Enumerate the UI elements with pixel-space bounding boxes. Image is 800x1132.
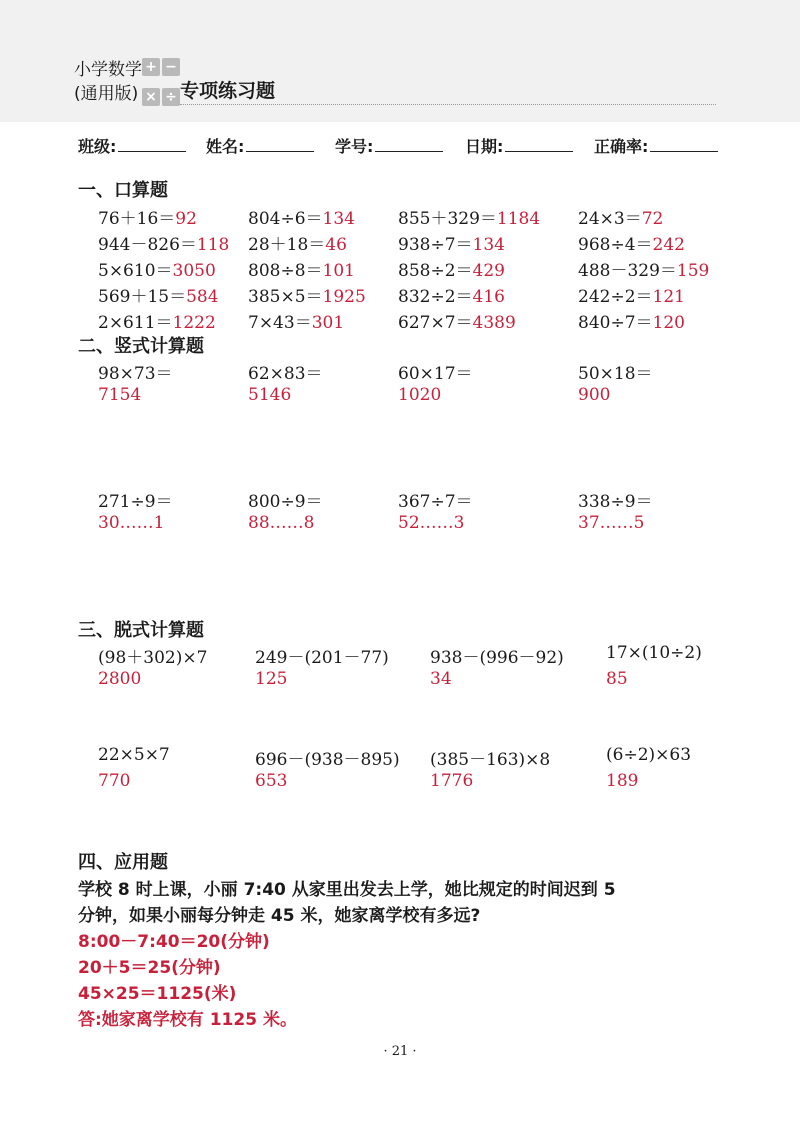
answer: 416 [472,287,505,307]
section2-title: 二、竖式计算题 [78,336,204,357]
page-title: 专项练习题 [180,80,276,102]
solution-step: 45×25＝1125(米) [78,984,237,1004]
answer: 118 [196,235,230,255]
field-number-label: 学号: [335,137,374,156]
oral-item: 627×7＝4389 [398,313,516,333]
minus-icon: − [162,58,180,76]
field-number [335,134,443,157]
stepwise-answer: 34 [430,669,452,689]
oral-item: 938÷7＝134 [398,235,505,255]
solution-answer: 答:她家离学校有 1125 米。 [78,1010,297,1030]
plus-icon: + [142,58,160,76]
vertical-answer: 1020 [398,385,442,405]
answer: 134 [472,235,505,255]
section4-title: 四、应用题 [78,852,168,873]
oral-item: 76＋16＝92 [98,209,197,229]
vertical-answer: 5146 [248,385,292,405]
vertical-question: 62×83＝ [248,364,323,384]
vertical-answer: 7154 [98,385,142,405]
answer: 584 [186,287,219,307]
stepwise-question: 22×5×7 [98,745,170,765]
answer: 134 [322,209,355,229]
vertical-answer: 52……3 [398,513,465,533]
brand-line1: 小学数学 [74,60,142,80]
oral-item: 804÷6＝134 [248,209,355,229]
oral-item: 968÷4＝242 [578,235,685,255]
stepwise-answer: 653 [255,771,288,791]
oral-item: 832÷2＝416 [398,287,505,307]
answer: 92 [175,209,197,229]
field-class [78,134,186,157]
oral-item: 808÷8＝101 [248,261,355,281]
divide-icon: ÷ [162,88,180,106]
answer: 3050 [172,261,216,281]
field-date [465,134,573,157]
oral-item: 5×610＝3050 [98,261,216,281]
answer: 242 [652,235,685,255]
answer: 159 [676,261,710,281]
vertical-question: 367÷7＝ [398,492,473,512]
brand-label [74,58,142,106]
vertical-answer: 30……1 [98,513,165,533]
field-class-label: 班级: [78,137,117,156]
vertical-question: 60×17＝ [398,364,473,384]
field-accuracy-blank[interactable] [650,137,718,152]
oral-item: 855＋329＝1184 [398,209,541,229]
field-accuracy [594,134,718,157]
answer: 101 [322,261,355,281]
field-number-blank[interactable] [375,137,443,152]
section1-title: 一、口算题 [78,180,168,201]
times-icon: × [142,88,160,106]
answer: 1925 [322,287,366,307]
vertical-answer: 88……8 [248,513,315,533]
vertical-answer: 37……5 [578,513,645,533]
stepwise-answer: 85 [606,669,628,689]
field-accuracy-label: 正确率: [594,137,649,156]
stepwise-answer: 2800 [98,669,142,689]
solution-step: 8:00－7:40＝20(分钟) [78,932,270,952]
oral-item: 24×3＝72 [578,209,664,229]
vertical-answer: 900 [578,385,611,405]
answer: 429 [472,261,505,281]
oral-item: 944－826＝118 [98,235,230,255]
oral-item: 858÷2＝429 [398,261,505,281]
vertical-question: 271÷9＝ [98,492,173,512]
field-name-label: 姓名: [206,137,245,156]
oral-item: 569＋15＝584 [98,287,219,307]
stepwise-question: 938－(996－92) [430,648,564,668]
stepwise-question: 17×(10÷2) [606,643,702,663]
operator-icons [142,58,182,114]
oral-item: 2×611＝1222 [98,313,216,333]
field-date-label: 日期: [465,137,504,156]
field-name [206,134,314,157]
answer: 301 [311,313,345,333]
brand-line2: (通用版) [74,84,139,104]
solution-step: 20＋5＝25(分钟) [78,958,221,978]
oral-item: 28＋18＝46 [248,235,347,255]
stepwise-question: 249－(201－77) [255,648,389,668]
stepwise-answer: 189 [606,771,639,791]
answer: 120 [652,313,685,333]
stepwise-question: (98＋302)×7 [98,648,208,668]
answer: 4389 [472,313,516,333]
title-divider [180,104,716,105]
stepwise-question: (6÷2)×63 [606,745,692,765]
oral-item: 385×5＝1925 [248,287,366,307]
stepwise-question: 696－(938－895) [255,750,400,770]
answer: 46 [325,235,347,255]
answer: 72 [641,209,664,229]
stepwise-answer: 125 [255,669,288,689]
oral-item: 840÷7＝120 [578,313,685,333]
stepwise-question: (385－163)×8 [430,750,551,770]
answer: 1184 [496,209,541,229]
problem-text-line1: 学校 8 时上课，小丽 7:40 从家里出发去上学，她比规定的时间迟到 5 [78,880,616,900]
page-number: · 21 · [383,1044,417,1059]
stepwise-answer: 1776 [430,771,474,791]
oral-item: 242÷2＝121 [578,287,685,307]
problem-text-line2: 分钟，如果小丽每分钟走 45 米，她家离学校有多远? [78,906,481,926]
field-name-blank[interactable] [246,137,314,152]
field-date-blank[interactable] [505,137,573,152]
section3-title: 三、脱式计算题 [78,620,204,641]
answer: 1222 [172,313,216,333]
field-class-blank[interactable] [118,137,186,152]
vertical-question: 98×73＝ [98,364,173,384]
oral-item: 488－329＝159 [578,261,710,281]
answer: 121 [652,287,685,307]
vertical-question: 800÷9＝ [248,492,323,512]
vertical-question: 50×18＝ [578,364,653,384]
oral-item: 7×43＝301 [248,313,345,333]
stepwise-answer: 770 [98,771,131,791]
vertical-question: 338÷9＝ [578,492,653,512]
